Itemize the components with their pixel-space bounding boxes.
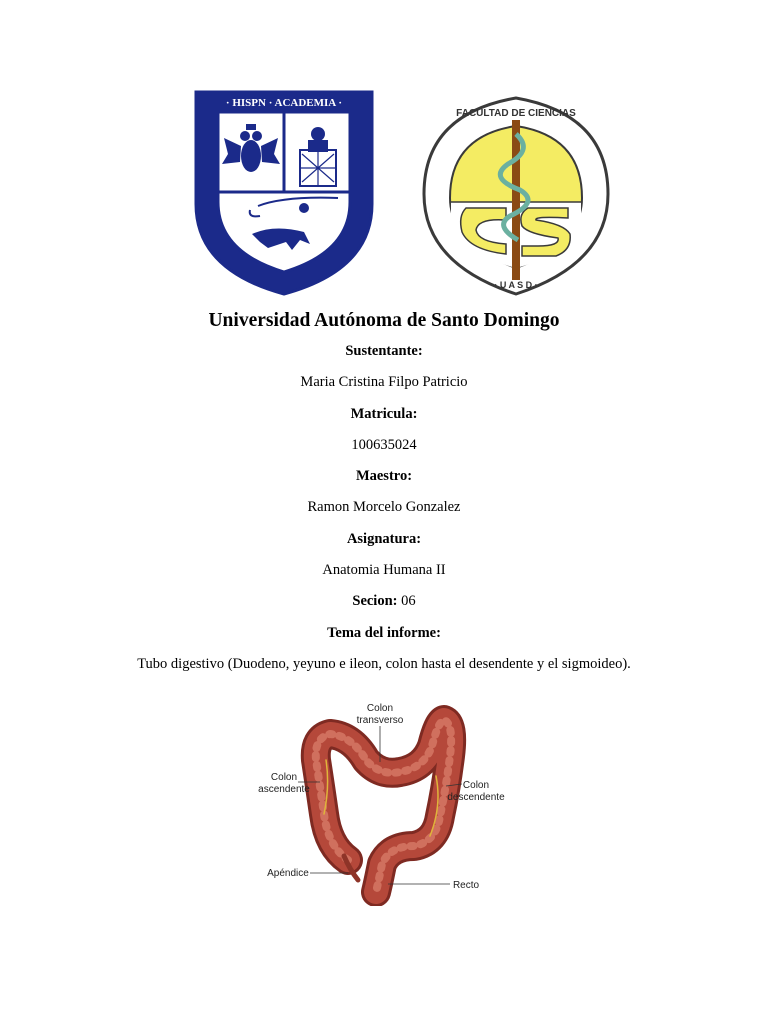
- colon-anatomy-figure: [240, 696, 530, 906]
- label-transverso-1: Colon: [366, 703, 394, 714]
- label-ascendente-1: Colon: [270, 772, 298, 783]
- maestro-value: Ramon Morcelo Gonzalez: [307, 499, 461, 516]
- facultad-ciencias-salud-logo: [418, 94, 614, 298]
- label-ascendente-2: ascendente: [258, 784, 310, 795]
- sustentante-value: Maria Cristina Filpo Patricio: [300, 374, 468, 391]
- uasd-seal-logo: [188, 84, 380, 298]
- university-title: Universidad Autónoma de Santo Domingo: [208, 310, 560, 331]
- label-apendice: Apéndice: [267, 868, 309, 879]
- colon-illustration: [316, 720, 451, 892]
- tema-value: Tubo digestivo (Duodeno, yeyuno e ileon, colon hasta el desendente y el sigmoideo).: [137, 655, 631, 672]
- secion-line: [0, 586, 768, 617]
- secion-label: Secion:: [352, 593, 398, 610]
- logos-area: [0, 80, 768, 300]
- label-recto: Recto: [452, 880, 480, 891]
- secion-value: 06: [397, 593, 416, 610]
- matricula-label: Matricula:: [350, 405, 418, 422]
- cover-text: [0, 306, 768, 680]
- label-descendente-1: Colon: [462, 780, 490, 791]
- svg-text:· U A S D ·: · U A S D ·: [494, 280, 538, 290]
- matricula-value: 100635024: [351, 436, 417, 453]
- asignatura-value: Anatomia Humana II: [322, 562, 446, 579]
- svg-text:· HISPN · ACADEMIA ·: · HISPN · ACADEMIA ·: [225, 97, 343, 109]
- svg-text:FACULTAD DE CIENCIAS: FACULTAD DE CIENCIAS: [456, 108, 576, 119]
- maestro-label: Maestro:: [355, 468, 413, 485]
- asignatura-label: Asignatura:: [346, 530, 422, 547]
- sustentante-label: Sustentante:: [345, 343, 423, 359]
- tema-label: Tema del informe:: [327, 624, 441, 641]
- label-descendente-2: descendente: [447, 792, 505, 803]
- label-transverso-2: transverso: [356, 715, 404, 726]
